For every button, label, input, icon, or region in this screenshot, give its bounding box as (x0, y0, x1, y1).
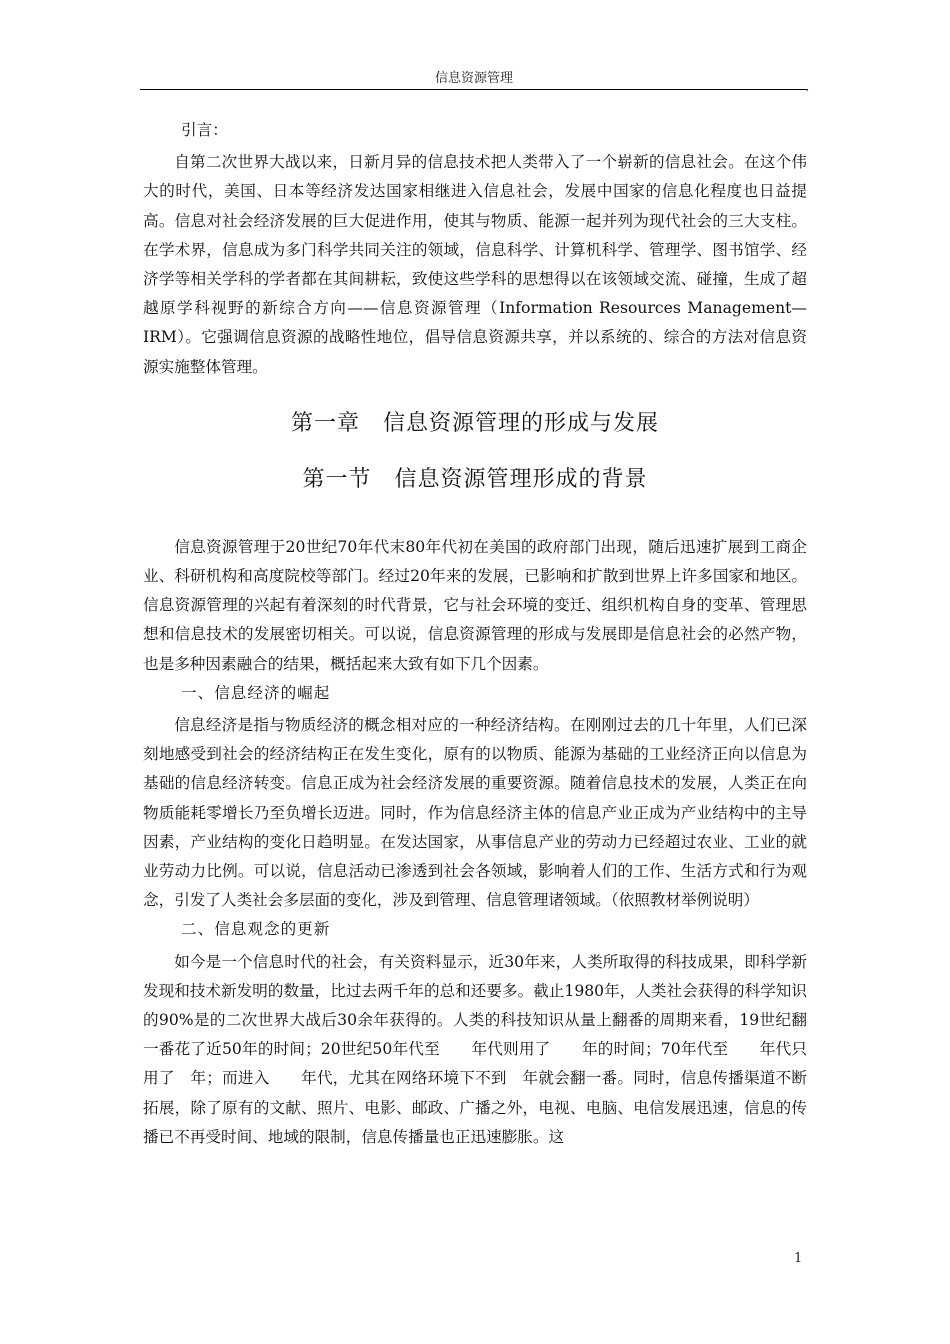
header-rule (140, 89, 808, 90)
section-intro-paragraph: 信息资源管理于20世纪70年代末80年代初在美国的政府部门出现，随后迅速扩展到工商企业、科研机构和高度院校等部门。经过20年来的发展，已影响和扩散到世界上许多国家和地区。信息资源管理的兴起有着深刻的时代背景，它与社会环境的变迁、组织机构自身的变革、管理思想和信息技术的发展密切相关。可以说，信息资源管理的形成与发展即是信息社会的必然产物，也是多种因素融合的结果，概括起来大致有如下几个因素。 (143, 537, 807, 673)
subsection-paragraph-2: 如今是一个信息时代的社会，有关资料显示，近30年来，人类所取得的科技成果，即科学新发现和技术新发明的数量，比过去两千年的总和还要多。截止1980年，人类社会获得的科学知识的90%是的二次世界大战后30余年获得的。人类的科技知识从量上翻番的周期来看，19世纪翻一番花了近50年的时间；20世纪50年代至 年代则用了 年的时间；70年代至 年代只用了 年；而进入 年代，尤其在网络环境下不到 年就会翻一番。同时，信息传播渠道不断拓展，除了原有的文献、照片、电影、邮政、广播之外，电视、电脑、电信发展迅速，信息的传播已不再受时间、地域的限制，信息传播量也正迅速膨胀。这 (143, 952, 807, 1146)
intro-label: 引言： (181, 121, 228, 139)
chapter-title: 第一章 信息资源管理的形成与发展 (290, 410, 659, 436)
subsection-heading-2: 二、信息观念的更新 (181, 920, 331, 939)
running-header: 信息资源管理 (434, 71, 513, 86)
page-body (143, 116, 807, 1152)
section-title: 第一节 信息资源管理形成的背景 (302, 466, 648, 492)
header-mark: , (806, 82, 810, 93)
subsection-paragraph-1: 信息经济是指与物质经济的概念相对应的一种经济结构。在刚刚过去的几十年里，人们已深刻地感受到社会的经济结构正在发生变化，原有的以物质、能源为基础的工业经济正向以信息为基础的信息经济转变。信息正成为社会经济发展的重要资源。随着信息技术的发展，人类正在向物质能耗零增长乃至负增长迈进。同时，作为信息经济主体的信息产业正成为产业结构中的主导因素，产业结构的变化日趋明显。在发达国家，从事信息产业的劳动力已经超过农业、工业的就业劳动力比例。可以说，信息活动已渗透到社会各领域，影响着人们的工作、生活方式和行为观念，引发了人类社会多层面的变化，涉及到管理、信息管理诸领域。（依照教材举例说明） (143, 716, 807, 910)
subsection-heading-1: 一、信息经济的崛起 (181, 683, 331, 702)
intro-paragraph: 自第二次世界大战以来，日新月异的信息技术把人类带入了一个崭新的信息社会。在这个伟大的时代，美国、日本等经济发达国家相继进入信息社会，发展中国家的信息化程度也日益提高。信息对社会经济发展的巨大促进作用，使其与物质、能源一起并列为现代社会的三大支柱。在学术界，信息成为多门科学共同关注的领域，信息科学、计算机科学、管理学、图书馆学、经济学等相关学科的学者都在其间耕耘，致使这些学科的思想得以在该领域交流、碰撞，生成了超越原学科视野的新综合方向——信息资源管理（Information Resources Management—IRM）。它强调信息资源的战略性地位，倡导信息资源共享，并以系统的、综合的方法对信息资源实施整体管理。 (143, 153, 807, 376)
page-number: 1 (794, 1251, 803, 1266)
